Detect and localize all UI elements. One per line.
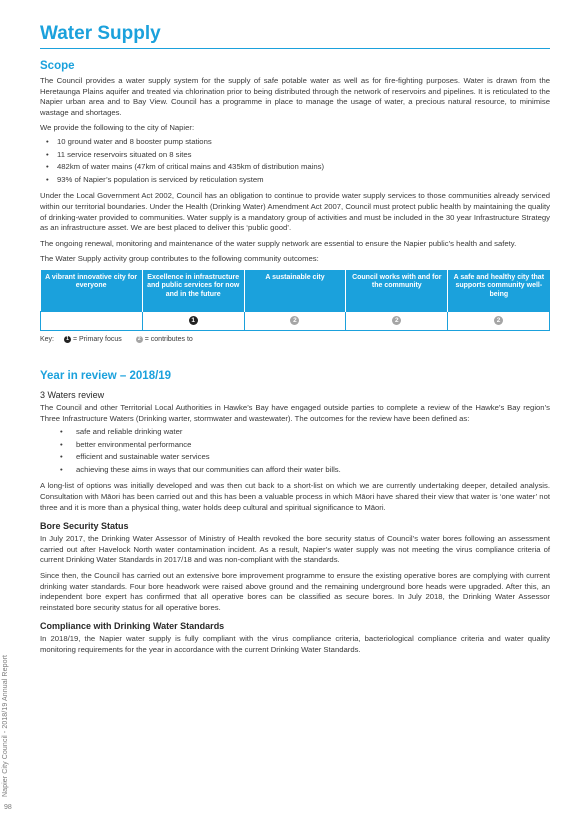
outcome-cell [142,311,244,330]
list-item: • 10 ground water and 8 booster pump stations [40,136,550,149]
list-item: • efficient and sustainable water services [40,451,550,464]
outcome-header: Excellence in infrastructure and public services for now and in the future [142,270,244,312]
three-waters-subheading: 3 Waters review [40,389,105,400]
community-outcomes-table [40,270,550,331]
list-item: • achieving these aims in ways that our communities can afford their water bills. [40,464,550,477]
key-contrib [136,336,193,343]
contributes-icon: 2 [136,336,143,343]
report-side-label: Napier City Council - 2018/19 Annual Report [2,654,9,797]
compliance-subheading: Compliance with Drinking Water Standards [40,621,225,632]
scope-paragraph-4: The ongoing renewal, monitoring and maintenance of the water supply network are essential to ensure the Napier public’s health and safety. [40,238,517,248]
page-number: 98 [4,804,12,811]
contributes-icon: 2 [290,316,299,325]
bore-security-subheading: Bore Security Status [40,521,129,532]
contributes-icon: 2 [494,316,503,325]
outcome-header: A safe and healthy city that supports community well-being [448,270,550,312]
outcome-cell [346,311,448,330]
outcome-cell [244,311,346,330]
key-primary [64,336,122,343]
outcome-header: A sustainable city [244,270,346,312]
bore-security-paragraph-1: In July 2017, the Drinking Water Assessor of Ministry of Health revoked the bore security status of Council’s water bores following an assessment carried out after Havelock North water contamination incident. As a result, Napier’s water supply was not meeting the virus compliance criteria of current Drinking Water Standards in 2017/18 and was non-compliant with the standards. [40,534,550,565]
scope-paragraph-1: The Council provides a water supply system for the supply of safe potable water as well as for fire-fighting purposes. Water is drawn from the Heretaunga Plains aquifer and treated via chlorination prior to being distributed through the network of reservoirs and pipelines. It is reticulated to the Napier urban area and to Bay View. Council has a programme in place to manage the usage of water, a precious natural resource, to minimise wastage and shortages. [40,76,550,117]
table-header-row [41,270,550,312]
scope-paragraph-2: We provide the following to the city of Napier: [40,123,195,133]
outcome-cell [448,311,550,330]
year-review-paragraph-1: The Council and other Territorial Local Authorities in Hawke’s Bay have engaged outside parties to complete a review of the Hawke’s Bay region’s Three Infrastructure Waters (Drinking warter, stormwater and wastewater). The outcomes for the review have been defined as: [40,402,550,423]
year-review-paragraph-2: A long-list of options was initially developed and was then cut back to a short-list on which we are currently undertaking deeper, detailed analysis. Consultation with Māori has been carried out and this has been a valuable process in which Māori have shared their view that water is ‘one water’ not three and it is more than a physical thing, water holds deep cultural and spiritual significance to Māori. [40,481,550,512]
contributes-icon: 2 [392,316,401,325]
list-item: • 11 service reservoirs situated on 8 sites [40,149,550,162]
report-page [40,22,550,656]
scope-paragraph-5: The Water Supply activity group contributes to the following community outcomes: [40,254,319,264]
compliance-paragraph: In 2018/19, the Napier water supply is fully compliant with the virus compliance criteria, bacteriological compliance criteria and water quality monitoring requirements for the year in accordance with the current Drinking Water Standards. [40,634,550,654]
outcome-header: Council works with and for the community [346,270,448,312]
primary-focus-icon: 1 [189,316,198,325]
year-review-heading: Year in review – 2018/19 [40,369,172,382]
list-item: • safe and reliable drinking water [40,426,550,439]
list-item: • 93% of Napier’s population is serviced by reticulation system [40,174,550,187]
key-contrib-text: = contributes to [144,335,193,343]
key-label: Key: [40,335,55,343]
table-key [40,335,550,345]
table-row [41,311,550,330]
scope-heading: Scope [40,60,75,72]
bore-security-paragraph-2: Since then, the Council has carried out an extensive bore improvement programme to ensure the existing operative bores are complying with current drinking water standards. Four bore headwork were raised above ground and the remaining underground bore heads were upgraded. After this, an independent bore expert has confirmed that all operative bores can be classified as secure bores. In July 2018, the Drinking Water Assessor reinstated bore security status for all operative bores. [40,571,550,612]
page-title: Water Supply [40,23,161,44]
outcome-header: A vibrant innovative city for everyone [41,270,143,312]
scope-paragraph-3: Under the Local Government Act 2002, Council has an obligation to continue to provide water supply services to those communities already serviced within our territorial boundaries. Under the Health (Drinking Water) Amendment Act 2007, Council must protect public health by maintaining the quality of drinking-water provided to communities. Water supply is a mandatory group of activities and must be included in the 30 year Infrastructure Strategy as an infrastructure asset. We are best placed to deliver this ‘public good’. [40,191,550,233]
outcome-cell [41,311,143,330]
key-primary-text: = Primary focus [72,335,122,343]
list-item: • better environmental performance [40,439,550,452]
review-outcomes-list [40,426,550,476]
scope-bullet-list [40,136,550,186]
list-item: • 482km of water mains (47km of critical mains and 435km of distribution mains) [40,161,550,174]
primary-focus-icon: 1 [64,336,71,343]
